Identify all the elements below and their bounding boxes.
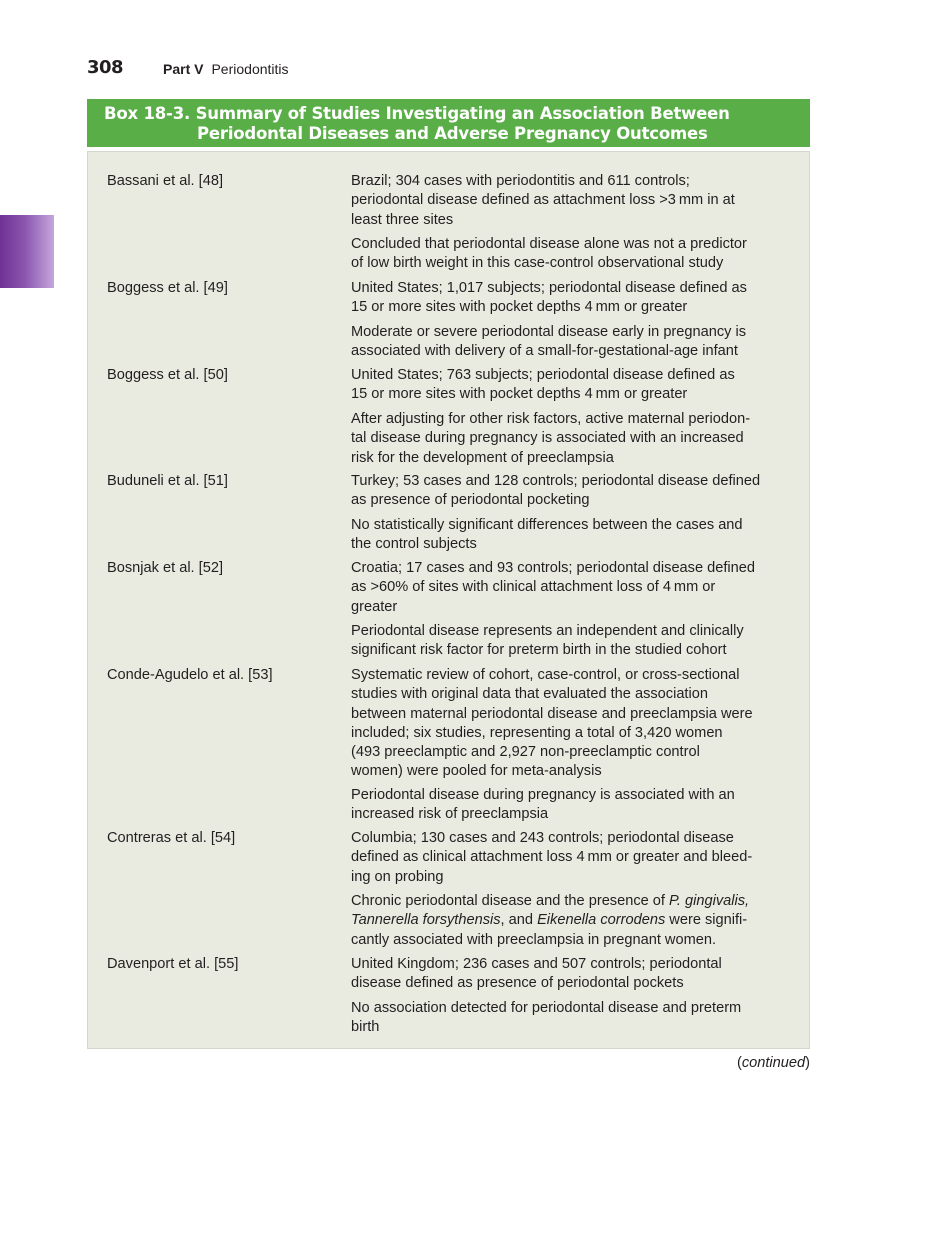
text-line: 15 or more sites with pocket depths 4 mm or greater <box>351 299 688 316</box>
study-finding <box>351 235 796 274</box>
text-line: birth <box>351 1019 380 1036</box>
paren: ( <box>736 1055 742 1071</box>
text-line: Moderate or severe periodontal disease early in pregnancy is <box>351 324 747 340</box>
paren: ) <box>805 1055 810 1071</box>
study-author: Boggess et al. [49] <box>107 280 228 296</box>
text-line: least three sites <box>351 211 454 228</box>
text-line: United States; 1,017 subjects; periodontal disease defined as <box>351 280 747 296</box>
study-author: Conde-Agudelo et al. [53] <box>107 667 273 683</box>
box-title-line-2: Periodontal Diseases and Adverse Pregnancy Outcomes <box>197 124 708 143</box>
box-title-line-1: Box 18-3. Summary of Studies Investigating an Association Between <box>104 104 730 123</box>
text-line: Brazil; 304 cases with periodontitis and 611 controls; <box>351 173 690 189</box>
text-run: were signifi- <box>665 912 748 929</box>
text-line: as >60% of sites with clinical attachment loss of 4 mm or <box>351 579 716 596</box>
text-line: Croatia; 17 cases and 93 controls; periodontal disease defined <box>351 560 756 576</box>
part-label: Part V <box>163 61 204 77</box>
study-design <box>351 955 796 994</box>
text-line: No statistically significant differences between the cases and <box>351 517 743 533</box>
species-name: Eikenella corrodens <box>537 912 666 929</box>
text-line: as presence of periodontal pocketing <box>351 492 590 509</box>
species-name: Tannerella forsythensis <box>351 912 501 929</box>
text-line: periodontal disease defined as attachment loss >3 mm in at <box>351 192 735 209</box>
study-design <box>351 366 796 405</box>
study-finding <box>351 410 796 468</box>
text-line: between maternal periodontal disease and preeclampsia were <box>351 705 753 722</box>
text-line: the control subjects <box>351 536 477 553</box>
running-head <box>163 61 289 77</box>
study-design <box>351 279 796 318</box>
study-finding <box>351 516 796 555</box>
study-design <box>351 829 796 887</box>
text-line: defined as clinical attachment loss 4 mm or greater and bleed- <box>351 849 753 866</box>
text-line: of low birth weight in this case-control observational study <box>351 255 724 272</box>
text-line: cantly associated with preeclampsia in pregnant women. <box>351 931 717 948</box>
page-number: 308 <box>87 57 124 78</box>
study-author: Boggess et al. [50] <box>107 367 228 383</box>
text-line: significant risk factor for preterm birth in the studied cohort <box>351 642 727 659</box>
study-finding <box>351 786 796 825</box>
study-finding <box>351 999 796 1038</box>
text-line: increased risk of preeclampsia <box>351 806 549 823</box>
part-title: Periodontitis <box>211 61 289 77</box>
study-design <box>351 559 796 617</box>
text-run: , and <box>500 912 538 929</box>
text-line: Turkey; 53 cases and 128 controls; periodontal disease defined <box>351 473 761 489</box>
text-line: Columbia; 130 cases and 243 controls; periodontal disease <box>351 830 734 846</box>
text-line <box>351 892 796 911</box>
text-line: Periodontal disease during pregnancy is associated with an <box>351 787 735 803</box>
study-author: Buduneli et al. [51] <box>107 473 228 489</box>
study-finding <box>351 622 796 661</box>
study-design <box>351 666 796 782</box>
text-line: Periodontal disease represents an independent and clinically <box>351 623 744 639</box>
continued-note <box>737 1055 810 1071</box>
text-line: ing on probing <box>351 868 444 885</box>
text-line: Systematic review of cohort, case-control, or cross-sectional <box>351 667 740 683</box>
text-line: (493 preeclamptic and 2,927 non-preeclamptic control <box>351 744 700 761</box>
study-author: Contreras et al. [54] <box>107 830 236 846</box>
text-line: After adjusting for other risk factors, active maternal periodon- <box>351 411 751 427</box>
study-design <box>351 472 796 511</box>
text-line: 15 or more sites with pocket depths 4 mm or greater <box>351 386 688 403</box>
text-line: disease defined as presence of periodontal pockets <box>351 975 684 992</box>
text-line: risk for the development of preeclampsia <box>351 449 614 466</box>
text-line: associated with delivery of a small-for-gestational-age infant <box>351 343 738 360</box>
study-finding <box>351 892 796 950</box>
study-author: Bosnjak et al. [52] <box>107 560 224 576</box>
text-line: Concluded that periodontal disease alone was not a predictor <box>351 236 747 252</box>
text-run: Chronic periodontal disease and the presence of <box>351 893 670 909</box>
chapter-thumb-tab <box>0 215 54 288</box>
study-author: Bassani et al. [48] <box>107 173 224 189</box>
text-line: studies with original data that evaluated the association <box>351 686 708 703</box>
continued-label: continued <box>741 1055 806 1071</box>
text-line: United States; 763 subjects; periodontal disease defined as <box>351 367 735 383</box>
study-finding <box>351 323 796 362</box>
study-design <box>351 172 796 230</box>
studies-table <box>87 151 810 1049</box>
text-line <box>351 911 796 930</box>
text-line: greater <box>351 598 398 615</box>
species-name: P. gingivalis, <box>669 893 750 909</box>
text-line: tal disease during pregnancy is associated with an increased <box>351 430 744 447</box>
text-line: included; six studies, representing a total of 3,420 women <box>351 724 723 741</box>
study-author: Davenport et al. [55] <box>107 956 239 972</box>
text-line: women) were pooled for meta-analysis <box>351 763 602 780</box>
text-line: United Kingdom; 236 cases and 507 controls; periodontal <box>351 956 722 972</box>
box-title-bar <box>87 99 810 147</box>
text-line: No association detected for periodontal disease and preterm <box>351 1000 742 1016</box>
